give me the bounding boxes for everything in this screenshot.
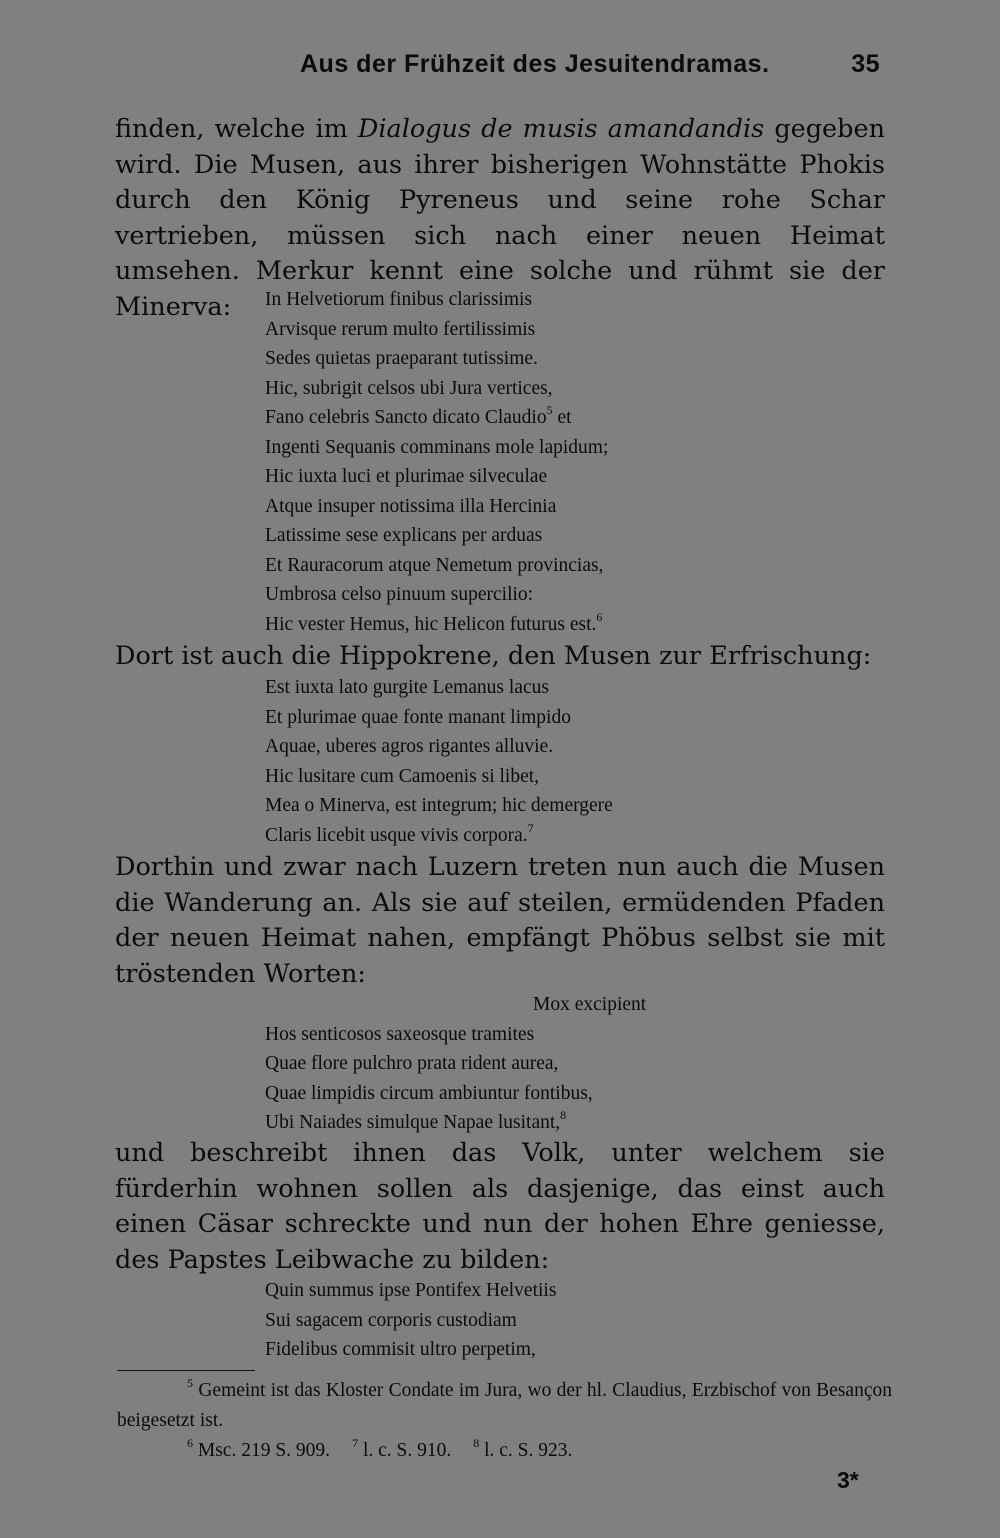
footnote-text: Gemeint ist das Kloster Condate im Jura, wo der hl. Claudius, Erzbischof von Besançon beigesetzt ist. — [117, 1380, 892, 1431]
footnote-mark: 7 — [352, 1436, 359, 1450]
verse-line: Hic iuxta luci et plurimae silveculae — [265, 466, 548, 487]
verse-line-text-cont: et — [552, 407, 572, 428]
signature-mark: 3* — [837, 1467, 859, 1493]
footnotes — [117, 1376, 892, 1466]
verse-line: Sedes quietas praeparant tutissime. — [265, 348, 538, 369]
footnote-mark: 5 — [187, 1376, 193, 1390]
verse-line: Atque insuper notissima illa Hercinia — [265, 495, 557, 517]
verse-line: Est iuxta lato gurgite Lemanus lacus — [265, 677, 549, 698]
paragraph-3: Dorthin und zwar nach Luzern treten nun auch die Musen die Wanderung an. Als sie auf steilen, ermüdenden Pfaden der neuen Heimat nahen, empfängt Phöbus selbst sie mit tröstenden Worten: — [115, 852, 885, 989]
verse-line-text: Claris licebit usque vivis corpora. — [265, 824, 528, 846]
verse-line-text: Hic vester Hemus, hic Helicon futurus est. — [265, 613, 597, 635]
verse-block-4 — [265, 1276, 885, 1365]
running-title: Aus der Frühzeit des Jesuitendramas. — [300, 50, 770, 78]
verse-line — [265, 821, 885, 851]
footnote-text-8: l. c. S. 923. — [484, 1440, 573, 1461]
verse-line-text: Ubi Naiades simulque Napae lusitant, — [265, 1112, 561, 1133]
footnote-ref-6: 6 — [596, 609, 603, 624]
verse-line: Mox excipient — [533, 994, 647, 1015]
footnote-separator — [117, 1370, 255, 1371]
verse-line: Quae limpidis circum ambiuntur fontibus, — [265, 1082, 593, 1104]
page-number: 35 — [851, 50, 880, 78]
verse-line — [265, 403, 885, 433]
verse-line: Arvisque rerum multo fertilissimis — [265, 318, 536, 340]
verse-block-2 — [265, 673, 885, 850]
paragraph-2: Dort ist auch die Hippokrene, den Musen zur Erfrischung: — [115, 641, 872, 671]
verse-block-1 — [265, 285, 885, 639]
paragraph-1-text-a: finden, welche im — [115, 114, 358, 144]
footnote-ref-8: 8 — [560, 1108, 567, 1122]
verse-line — [265, 1108, 885, 1138]
footnote-ref-7: 7 — [527, 820, 534, 835]
footnote-mark: 6 — [187, 1436, 193, 1450]
footnote-references — [117, 1436, 892, 1466]
verse-line: Quin summus ipse Pontifex Helvetiis — [265, 1280, 557, 1301]
paragraph-4: und beschreibt ihnen das Volk, unter welchem sie fürderhin wohnen sollen als dasjenige, das einst auch einen Cäsar schreckte und nun der hohen Ehre geniesse, des Papstes Leibwache zu bilden: — [115, 1138, 885, 1275]
verse-line: Hic, subrigit celsos ubi Jura vertices, — [265, 377, 553, 399]
verse-block-3 — [265, 990, 885, 1138]
verse-line: Hic lusitare cum Camoenis si libet, — [265, 765, 540, 787]
paragraph-1-italic-title: Dialogus de musis amandandis — [357, 114, 765, 144]
footnote-5 — [117, 1376, 892, 1436]
verse-line: Fidelibus commisit ultro perpetim, — [265, 1339, 536, 1360]
verse-line: Hos senticosos saxeosque tramites — [265, 1023, 535, 1045]
footnote-ref-5: 5 — [546, 403, 553, 417]
verse-line: In Helvetiorum finibus clarissimis — [265, 289, 533, 310]
verse-line: Ingenti Sequanis comminans mole lapidum; — [265, 436, 609, 458]
verse-line-text: Fano celebris Sancto dicato Claudio — [265, 407, 547, 428]
verse-line: Umbrosa celso pinuum supercilio: — [265, 584, 534, 605]
verse-line: Aquae, uberes agros rigantes alluvie. — [265, 736, 554, 757]
verse-line: Mea o Minerva, est integrum; hic demergere — [265, 795, 613, 816]
verse-line: Quae flore pulchro prata rident aurea, — [265, 1053, 559, 1074]
verse-line: Latissime sese explicans per arduas — [265, 525, 543, 546]
verse-line: Et plurimae quae fonte manant limpido — [265, 706, 571, 728]
footnote-mark: 8 — [473, 1436, 480, 1450]
running-header — [300, 46, 890, 86]
verse-line — [265, 610, 885, 640]
footnote-text-6: Msc. 219 S. 909. — [197, 1440, 331, 1461]
footnote-text-7: l. c. S. 910. — [362, 1440, 452, 1461]
verse-line: Sui sagacem corporis custodiam — [265, 1309, 517, 1331]
verse-line: Et Rauracorum atque Nemetum provincias, — [265, 554, 604, 576]
paragraph-1-text-b: gegeben wird. Die Musen, aus ihrer bisherigen Wohnstätte Phokis durch den König Pyreneus und seine rohe Schar vertrieben, müssen sich nach einer neuen Heimat umsehen. Merkur kennt eine solche und rühmt sie der Minerva: — [115, 114, 885, 322]
